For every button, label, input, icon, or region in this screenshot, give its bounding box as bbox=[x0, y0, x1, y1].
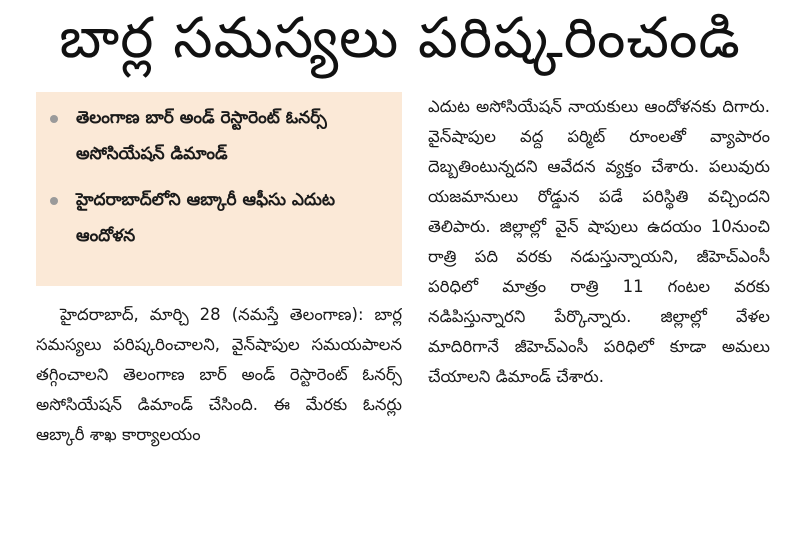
article-body-left-column: హైదరాబాద్, మార్చి 28 (నమస్తే తెలంగాణ): బార్ల సమస్యలు పరిష్కరించాలని, వైన్‌షాపుల సమయపాలన తగ్గించాలని తెలంగాణ బార్ అండ్ రెస్టారెంట్ ఓనర్స్ అసోసియేషన్ డిమాండ్ చేసింది. ఈ మేరకు ఓనర్లు ఆబ్కారీ శాఖ కార్యాలయం bbox=[36, 305, 402, 444]
bullet-dot-icon bbox=[50, 115, 58, 123]
headline: బార్ల సమస్యలు పరిష్కరించండి bbox=[59, 6, 741, 71]
highlight-item bbox=[50, 182, 394, 254]
article-body-right-column: ఎదుట అసోసియేషన్ నాయకులు ఆందోళనకు దిగారు. వైన్‌షాపుల వద్ద పర్మిట్ రూంలతో వ్యాపారం దెబ్బతింటున్నదని ఆవేదన వ్యక్తం చేశారు. పలువురు యజమానులు రోడ్డున పడే పరిస్థితి వచ్చిందని తెలిపారు. జిల్లాల్లో వైన్ షాపులు ఉదయం 10నుంచి రాత్రి పది వరకు నడుస్తున్నాయని, జీహెచ్‌ఎంసీ పరిధిలో మాత్రం రాత్రి 11 గంటల వరకు నడిపిస్తున్నారని పేర్కొన్నారు. జిల్లాల్లో వేళల మాదిరిగానే జీహెచ్‌ఎంసీ పరిధిలో కూడా అమలు చేయాలని డిమాండ్ చేశారు. bbox=[428, 97, 770, 386]
highlight-item bbox=[50, 100, 394, 172]
bullet-dot-icon bbox=[50, 197, 58, 205]
highlight-text: తెలంగాణ బార్ అండ్ రెస్టారెంట్ ఓనర్స్ అసోసియేషన్ డిమాండ్ bbox=[76, 108, 327, 164]
highlight-text: హైదరాబాద్‌లోని ఆబ్కారీ ఆఫీసు ఎదుట ఆందోళన bbox=[76, 190, 336, 246]
highlight-list bbox=[50, 100, 394, 254]
highlight-box bbox=[36, 92, 402, 286]
